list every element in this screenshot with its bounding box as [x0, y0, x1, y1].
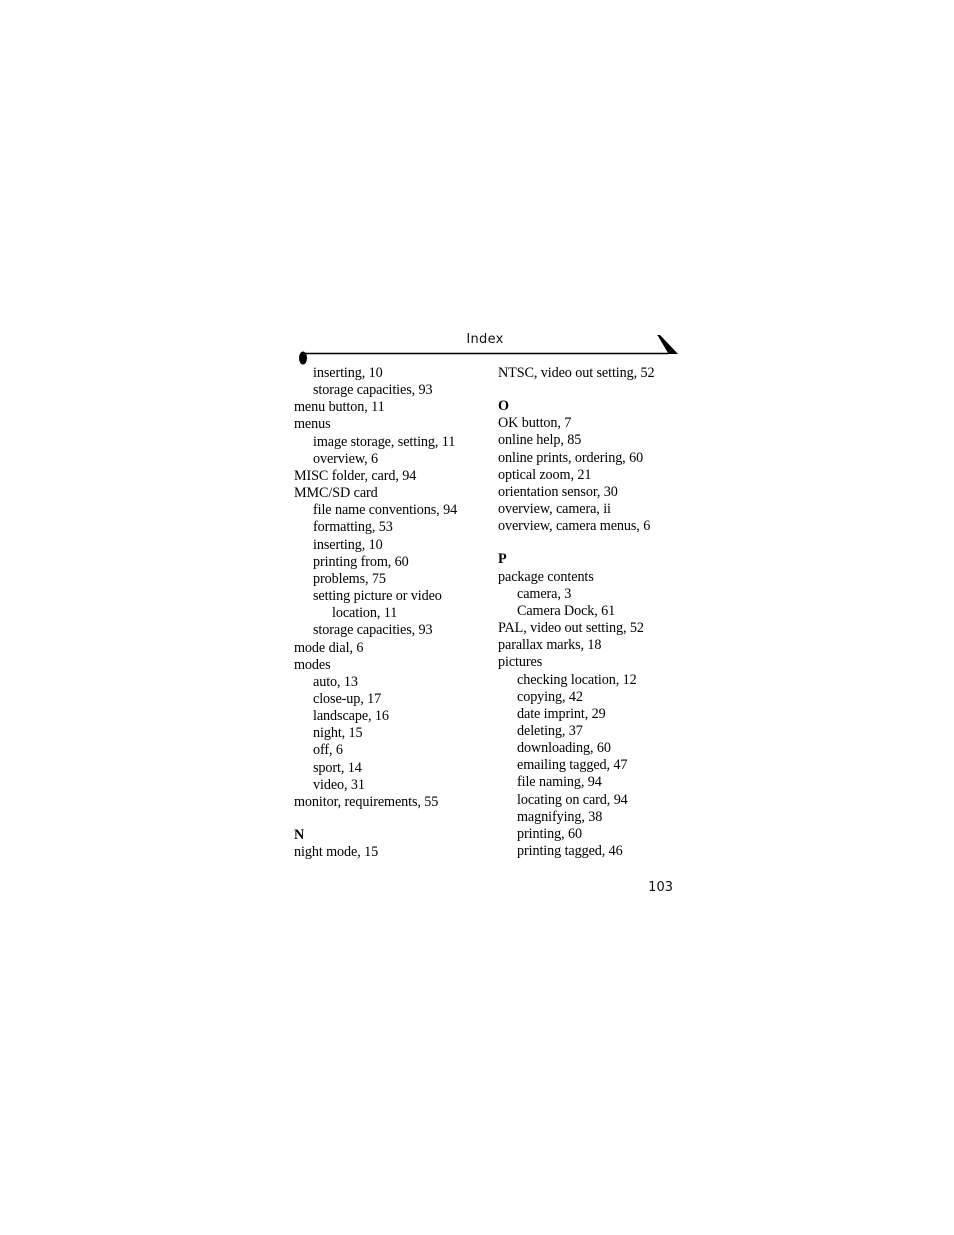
index-entry: MISC folder, card, 94	[294, 467, 417, 484]
index-entry: pictures	[498, 654, 543, 671]
index-entry: optical zoom, 21	[498, 466, 592, 483]
index-subentry: problems, 75	[313, 570, 386, 587]
index-subentry: formatting, 53	[313, 519, 393, 536]
index-subentry: storage capacities, 93	[313, 382, 433, 399]
index-subentry: printing tagged, 46	[517, 843, 623, 860]
index-subentry: locating on card, 94	[517, 791, 628, 808]
index-entry: NTSC, video out setting, 52	[498, 365, 655, 381]
index-entry: MMC/SD card	[294, 485, 378, 502]
index-section-letter: N	[294, 827, 305, 844]
index-entry: parallax marks, 18	[498, 637, 602, 654]
index-subentry: downloading, 60	[517, 740, 611, 757]
header-rule-decoration	[296, 334, 680, 368]
index-subentry: night, 15	[313, 725, 363, 742]
index-subentry: date imprint, 29	[517, 705, 606, 722]
index-subentry: Camera Dock, 61	[517, 602, 616, 619]
index-column-right	[498, 365, 698, 860]
index-subentry: setting picture or video	[313, 588, 442, 605]
index-subentry: file naming, 94	[517, 774, 602, 791]
index-entry: orientation sensor, 30	[498, 483, 618, 500]
index-subentry: file name conventions, 94	[313, 502, 458, 519]
index-entry: online help, 85	[498, 432, 582, 449]
index-entry: menu button, 11	[294, 399, 385, 416]
index-entry: overview, camera menus, 6	[498, 518, 651, 535]
index-subentry: video, 31	[313, 776, 365, 793]
index-entry: overview, camera, ii	[498, 501, 611, 518]
index-subentry: magnifying, 38	[517, 808, 603, 825]
index-subentry: inserting, 10	[313, 536, 383, 553]
index-subentry: sport, 14	[313, 759, 362, 776]
index-subentry: image storage, setting, 11	[313, 433, 456, 450]
index-entry: night mode, 15	[294, 844, 379, 861]
index-subentry: printing from, 60	[313, 553, 409, 570]
index-subentry: camera, 3	[517, 585, 572, 602]
index-entry: package contents	[498, 568, 594, 585]
index-subentry: off, 6	[313, 742, 343, 759]
index-column-left	[294, 365, 494, 861]
index-entry: modes	[294, 656, 331, 673]
index-subentry: copying, 42	[517, 688, 583, 705]
index-subentry: checking location, 12	[517, 671, 637, 688]
page-number: 103	[648, 880, 673, 895]
running-header-title: Index	[466, 332, 504, 347]
index-section-letter: O	[498, 398, 509, 415]
index-entry: PAL, video out setting, 52	[498, 620, 644, 637]
index-subentry: location, 11	[332, 605, 398, 622]
index-entry: monitor, requirements, 55	[294, 793, 439, 810]
index-subentry: auto, 13	[313, 673, 358, 690]
index-subentry: storage capacities, 93	[313, 622, 433, 639]
index-subentry: printing, 60	[517, 825, 583, 842]
index-subentry: inserting, 10	[313, 365, 383, 381]
index-entry: mode dial, 6	[294, 639, 364, 656]
index-subentry: landscape, 16	[313, 708, 389, 725]
index-subentry: deleting, 37	[517, 722, 583, 739]
index-entry: menus	[294, 416, 331, 433]
index-section-letter: P	[498, 551, 507, 568]
index-subentry: overview, 6	[313, 450, 378, 467]
index-entry: OK button, 7	[498, 415, 572, 432]
index-subentry: close-up, 17	[313, 690, 382, 707]
index-entry: online prints, ordering, 60	[498, 449, 644, 466]
index-subentry: emailing tagged, 47	[517, 757, 628, 774]
